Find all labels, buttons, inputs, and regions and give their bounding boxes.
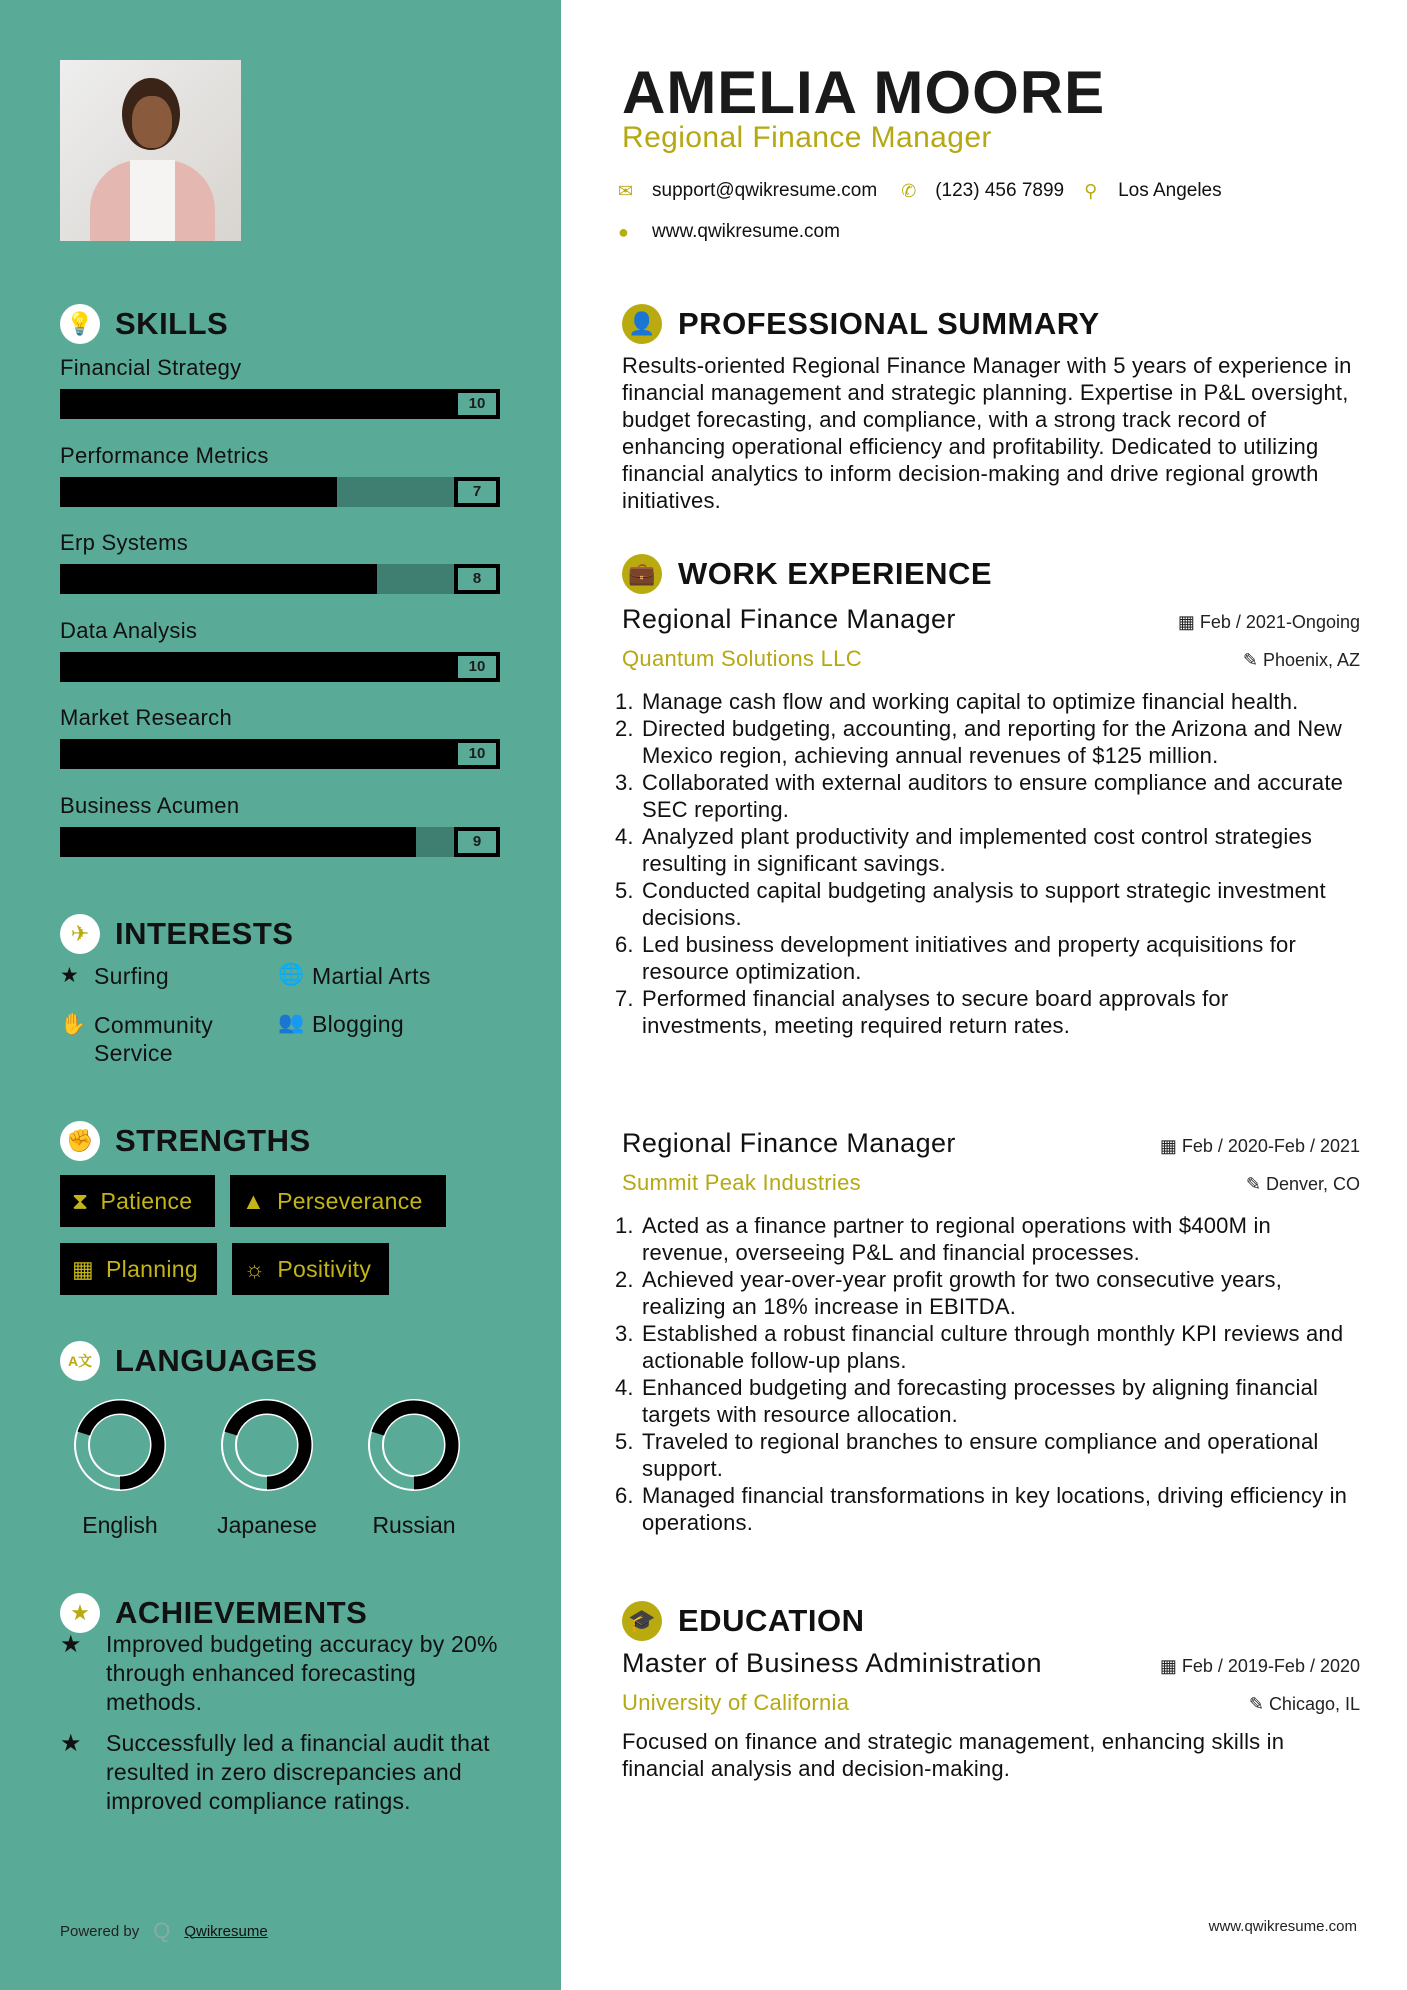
achievements-heading: ★ ACHIEVEMENTS [60,1593,367,1633]
skill-item: Financial Strategy 10 [60,355,500,419]
summary-heading: 👤 PROFESSIONAL SUMMARY [622,304,1360,344]
website-row [618,221,840,243]
location: Los Angeles [1118,180,1222,201]
globe-icon: 🌐 [278,963,305,986]
education-text: Focused on finance and strategic management, enhancing skills in financial analysis and decision-making. [622,1729,1285,1781]
skill-bar-fill [60,739,500,769]
language-donut [219,1397,315,1493]
job-duties [622,1212,1360,1536]
skill-bar-fill [60,477,337,507]
skill-bar-fill [60,389,500,419]
user-icon: 👤 [622,304,662,344]
road-icon: ▲ [242,1187,266,1214]
duty-item: 4. Enhanced budgeting and forecasting processes by aligning financial targets with resource allocation. [640,1374,1360,1428]
duty-item: 6. Led business development initiatives and property acquisitions for resource optimization. [640,931,1360,985]
email[interactable]: support@qwikresume.com [652,180,878,201]
skill-item: Performance Metrics 7 [60,443,500,507]
footer-website[interactable]: www.qwikresume.com [1208,1918,1357,1935]
interest-item: 🌐 Martial Arts [278,963,431,989]
skill-bar: 10 [60,739,500,769]
star-icon: ★ [60,1730,82,1757]
sun-icon: ☼ [244,1255,266,1282]
globe-icon: ● [618,221,629,242]
star-icon: ★ [60,964,80,987]
strength-badge: ▲ Perseverance [230,1175,446,1227]
calendar-icon: ▦ [72,1255,95,1282]
graduate-icon: 🎓 [622,1601,662,1641]
job-duties [622,688,1360,1039]
job-title: Regional Finance Manager [622,121,992,154]
skill-item: Business Acumen 9 [60,793,500,857]
pin-icon: ✎ [1242,650,1263,670]
strength-badge: ⧗ Patience [60,1175,215,1227]
duty-item: 1. Acted as a finance partner to regional operations with $400M in revenue, overseeing P&L and financial processes. [640,1212,1360,1266]
skill-bar: 10 [60,389,500,419]
duty-item: 3. Collaborated with external auditors to ensure compliance and accurate SEC reporting. [640,769,1360,823]
skill-bar: 9 [60,827,500,857]
profile-photo [60,60,241,241]
language-label: English [82,1512,158,1538]
trophy-star-icon: ★ [60,1593,100,1633]
summary-text: Results-oriented Regional Finance Manager with 5 years of experience in financial management and strategic planning. Expertise in P&L oversight, budget forecasting, and compliance, with a strong track record of enhancing operational efficiency and profitability. Dedicated to utilizing financial analytics to inform decision-making and drive regional growth initiatives. [622,353,1352,513]
education-header: Master of Business Administration ▦ Feb / 2019-Feb / 2020 [622,1648,1360,1678]
hourglass-icon: ⧗ [72,1187,89,1214]
briefcase-icon: 💼 [622,554,662,594]
fist-icon: ✊ [60,1121,100,1161]
duty-item: 6. Managed financial transformations in key locations, driving efficiency in operations. [640,1482,1360,1536]
phone-icon: ✆ [901,180,917,201]
interest-item: ★ Surfing [60,963,169,989]
skill-bar: 7 [60,477,500,507]
contact-row [618,180,1222,202]
education-heading: 🎓 EDUCATION [622,1601,1360,1641]
calendar-icon: ▦ [1159,1656,1182,1676]
skill-bar: 10 [60,652,500,682]
envelope-icon: ✉ [618,180,634,201]
qwikresume-logo-icon: Q [153,1918,171,1943]
qwikresume-link[interactable]: Qwikresume [184,1922,268,1940]
skill-bar-fill [60,827,416,857]
job-company-row: Quantum Solutions LLC ✎ Phoenix, AZ [622,646,1360,671]
duty-item: 1. Manage cash flow and working capital to optimize financial health. [640,688,1360,715]
achievement-item: ★ Improved budgeting accuracy by 20% through enhanced forecasting methods. [60,1631,498,1715]
pin-icon: ✎ [1245,1174,1266,1194]
language-label: Japanese [217,1512,317,1538]
calendar-icon: ▦ [1177,612,1200,632]
interest-item: ✋ Community Service [60,1012,214,1066]
language-donut [72,1397,168,1493]
duty-item: 2. Achieved year-over-year profit growth for two consecutive years, realizing an 18% increase in EBITDA. [640,1266,1360,1320]
translate-icon: A文 [60,1341,100,1381]
map-pin-icon: ⚲ [1084,180,1098,201]
duty-item: 4. Analyzed plant productivity and implemented cost control strategies resulting in significant savings. [640,823,1360,877]
duty-item: 5. Conducted capital budgeting analysis to support strategic investment decisions. [640,877,1360,931]
star-icon: ★ [60,1631,82,1658]
interests-heading: ✈ INTERESTS [60,914,293,954]
skill-bar-fill [60,652,500,682]
skill-item: Data Analysis 10 [60,618,500,682]
paper-plane-icon: ✈ [60,914,100,954]
candidate-name: AMELIA MOORE [622,59,1106,126]
job-header: Regional Finance Manager ▦ Feb / 2021-Ongoing [622,604,1360,634]
language-donut [366,1397,462,1493]
skills-heading: 💡 SKILLS [60,304,228,344]
interest-item: 👥 Blogging [278,1011,404,1037]
skill-item: Erp Systems 8 [60,530,500,594]
skill-bar: 8 [60,564,500,594]
users-icon: 👥 [278,1011,305,1034]
duty-item: 2. Directed budgeting, accounting, and reporting for the Arizona and New Mexico region, achieving annual revenues of $125 million. [640,715,1360,769]
calendar-icon: ▦ [1159,1136,1182,1156]
education-school-row: University of California ✎ Chicago, IL [622,1690,1360,1715]
job-company-row: Summit Peak Industries ✎ Denver, CO [622,1170,1360,1195]
duty-item: 5. Traveled to regional branches to ensure compliance and operational support. [640,1428,1360,1482]
phone: (123) 456 7899 [935,180,1065,201]
language-label: Russian [372,1512,456,1538]
website[interactable]: www.qwikresume.com [652,221,840,242]
strengths-heading: ✊ STRENGTHS [60,1121,311,1161]
work-heading: 💼 WORK EXPERIENCE [622,554,1360,594]
languages-heading: A文 LANGUAGES [60,1341,318,1381]
skill-bar-fill [60,564,377,594]
job-header: Regional Finance Manager ▦ Feb / 2020-Feb / 2021 [622,1128,1360,1158]
pin-icon: ✎ [1248,1694,1269,1714]
strength-badge: ☼ Positivity [232,1243,389,1295]
lightbulb-icon: 💡 [60,304,100,344]
duty-item: 7. Performed financial analyses to secure board approvals for investments, meeting required return rates. [640,985,1360,1039]
strength-badge: ▦ Planning [60,1243,217,1295]
powered-by: Powered by Q Qwikresume [60,1918,268,1943]
handshake-icon: ✋ [60,1013,87,1036]
achievement-item: ★ Successfully led a financial audit that resulted in zero discrepancies and improved compliance ratings. [60,1730,490,1814]
duty-item: 3. Established a robust financial culture through monthly KPI reviews and actionable follow-up plans. [640,1320,1360,1374]
skill-item: Market Research 10 [60,705,500,769]
